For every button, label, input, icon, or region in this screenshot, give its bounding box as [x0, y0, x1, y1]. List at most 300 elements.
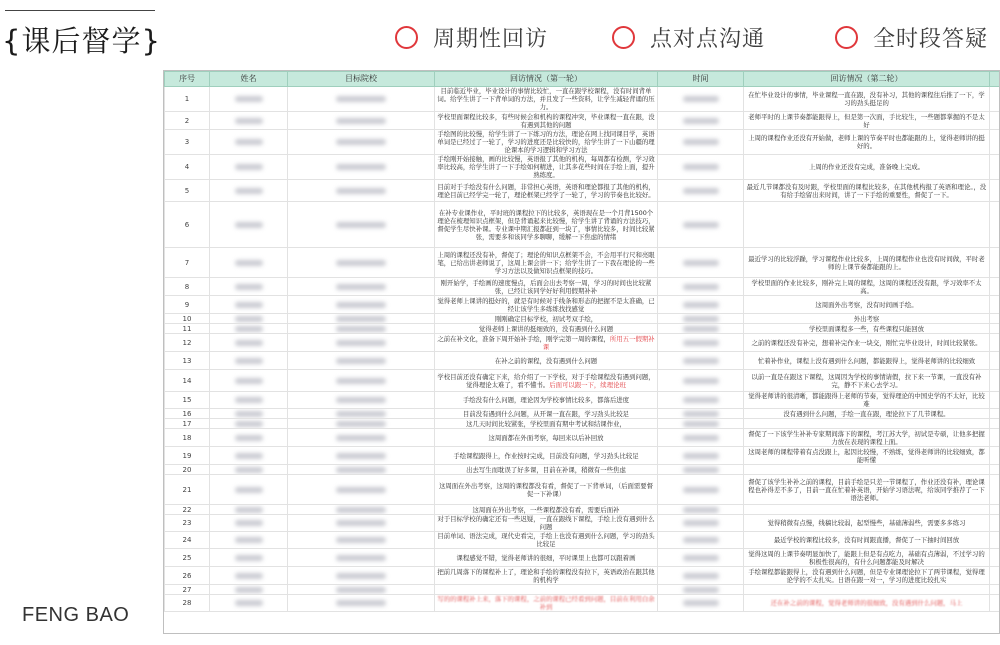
- visit-round1-text: 这周面在外出考察，一些课程都没有看，需要后面补: [472, 505, 620, 514]
- seq-cell: 15: [165, 392, 210, 409]
- redacted-bar: [683, 453, 719, 459]
- extra-cell: [990, 465, 1000, 475]
- seq-cell: 26: [165, 567, 210, 585]
- visit-round1-cell: [435, 549, 658, 567]
- visit-round2-text: 这周老师的课程带着有点没跟上，起因比较慢，不熟练，觉得老师讲的比较细致，都能听懂: [748, 447, 985, 464]
- visit-round1-cell: [435, 180, 658, 202]
- visit-round1-cell: [435, 278, 658, 296]
- visit-round1-text: 觉得老师上课讲的挺好的，就是有时候对于线条和形态的把握不是太准确，已经让该学生多练练找找感觉: [437, 296, 655, 313]
- visit-round1-cell: [435, 465, 658, 475]
- name-cell: [210, 409, 288, 419]
- target-school-cell: [288, 515, 435, 532]
- redacted-bar: [235, 421, 263, 427]
- redacted-bar: [683, 587, 719, 593]
- visit-round2-text: 最近学习的比较浮躁，学习课程作业比较多，上周的课程作业也没有时间做，平时老师的上课节奏都能跟的上。: [748, 254, 985, 271]
- redacted-bar: [336, 520, 386, 526]
- table-row: [165, 515, 1000, 532]
- visit-round1-text: 在补专业课作业，平时班的课程拉下的比较多，英语现在是一个月背1500个理论在梳理知识点框架，但是背诵起来比较慢，给学生讲了背诵的方法技巧，督促学生尽快补课。专业课中期汇报都赶到一块了，事情比较多，时间比较紧张，需要多和该同学多聊聊，缓解一下焦虑的情绪: [437, 208, 655, 241]
- visit-round1-cell: [435, 155, 658, 180]
- time-cell: [658, 352, 744, 370]
- table-row: [165, 549, 1000, 567]
- name-cell: [210, 248, 288, 278]
- target-school-cell: [288, 549, 435, 567]
- visit-round1-cell: [435, 409, 658, 419]
- redacted-bar: [235, 164, 263, 170]
- visit-round1-text: 目前对于手绘没有什么问题，非常担心英语，英语和理论都报了其他的机构，理论目前已经学完一轮了，理论框架已经学了一轮了，学习的节奏也比较好。: [437, 182, 655, 199]
- visit-round1-cell: [435, 475, 658, 505]
- visit-round1-text: 把前几周落下的课程补上了，理论和手绘的课程没有拉下，英语政治在跟其他的机构学: [437, 567, 655, 584]
- visit-round1-cell: [435, 130, 658, 155]
- visit-round1-cell: [435, 314, 658, 324]
- visit-round1-cell: [435, 334, 658, 352]
- redacted-bar: [683, 302, 719, 308]
- name-cell: [210, 130, 288, 155]
- visit-round1-text: 学校里面课程比较多，有些时候会和机构的课程冲突，毕业课程一直在跟，没有遇到其他的问题: [437, 112, 655, 129]
- target-school-cell: [288, 465, 435, 475]
- extra-cell: [990, 130, 1000, 155]
- feature-one-to-one: 点对点沟通: [612, 22, 765, 53]
- extra-cell: [990, 324, 1000, 334]
- visit-round2-text: 这周面外出考察，没有时间画手绘。: [815, 300, 918, 309]
- time-cell: [658, 419, 744, 429]
- redacted-bar: [336, 411, 386, 417]
- visit-round1-text: 觉得老师上课讲的挺细致的，没有遇到什么问题: [478, 324, 614, 333]
- target-school-cell: [288, 87, 435, 112]
- name-cell: [210, 278, 288, 296]
- time-cell: [658, 324, 744, 334]
- visit-round2-text: 觉得这周的上课节奏明显加快了，能跟上但是有点吃力，基础有点薄弱，不过学习的积极性很高的，有什么问题都能及时解决: [748, 549, 985, 566]
- extra-cell: [990, 155, 1000, 180]
- visit-round1-cell: [435, 352, 658, 370]
- time-cell: [658, 155, 744, 180]
- table-row: [165, 429, 1000, 447]
- followup-table: [164, 71, 1000, 612]
- table-row: [165, 465, 1000, 475]
- visit-round1-text: 目前没有遇到什么问题，从开课一直在跟，学习劲头比较足: [462, 409, 630, 418]
- visit-round1-cell: [435, 248, 658, 278]
- redacted-bar: [336, 326, 386, 332]
- seq-cell: 18: [165, 429, 210, 447]
- seq-cell: 19: [165, 447, 210, 465]
- redacted-bar: [336, 188, 386, 194]
- target-school-cell: [288, 314, 435, 324]
- name-cell: [210, 314, 288, 324]
- table-row: [165, 296, 1000, 314]
- visit-round2-text: 觉得稍微有点慢，线稿比较弱，起型慢些，基础薄弱些，需要多多练习: [767, 519, 966, 527]
- seq-cell: 20: [165, 465, 210, 475]
- extra-cell: [990, 352, 1000, 370]
- visit-round2-cell: [744, 447, 990, 465]
- redacted-bar: [336, 96, 386, 102]
- time-cell: [658, 465, 744, 475]
- seq-cell: 12: [165, 334, 210, 352]
- name-cell: [210, 567, 288, 585]
- table-row: [165, 352, 1000, 370]
- redacted-bar: [683, 164, 719, 170]
- name-cell: [210, 334, 288, 352]
- visit-round2-cell: [744, 515, 990, 532]
- visit-round2-cell: [744, 595, 990, 612]
- col-header-time: 时间: [658, 72, 744, 87]
- redacted-bar: [235, 222, 263, 228]
- seq-cell: 1: [165, 87, 210, 112]
- redacted-bar: [336, 421, 386, 427]
- visit-round2-cell: [744, 248, 990, 278]
- visit-round2-cell: [744, 370, 990, 392]
- time-cell: [658, 585, 744, 595]
- time-cell: [658, 334, 744, 352]
- time-cell: [658, 549, 744, 567]
- table-row: [165, 532, 1000, 549]
- visit-round1-cell: [435, 324, 658, 334]
- redacted-bar: [336, 507, 386, 513]
- time-cell: [658, 314, 744, 324]
- time-cell: [658, 296, 744, 314]
- seq-cell: 27: [165, 585, 210, 595]
- faded-text: 还在补之前的课程，觉得老师讲的很细致，没有遇到什么问题，马上: [770, 599, 963, 607]
- target-school-cell: [288, 130, 435, 155]
- time-cell: [658, 278, 744, 296]
- visit-round1-text: 目前单词、语法完成，现代史看完，手绘上也没有遇到什么问题，学习的劲头比较足: [437, 532, 655, 548]
- visit-round2-text: 督促了一下该学生补补专家期间落下的课程，考江苏大学，初试是专硕，让他多把握力放在表现的课程上面。: [748, 429, 985, 446]
- visit-round2-text: 手绘课程都能跟得上，没有遇到什么问题，但是专业课理论拉下了两节课程，觉得理论学的不太扎实。日语在跟一对一，学习的进度比较扎实: [748, 567, 985, 584]
- name-cell: [210, 465, 288, 475]
- feature-bar: [380, 22, 1000, 62]
- seq-cell: 13: [165, 352, 210, 370]
- target-school-cell: [288, 296, 435, 314]
- visit-round1-cell: [435, 532, 658, 549]
- visit-round2-text: 最近几节课都没有及时跟，学校里面的课程比较多，在其他机构报了英语和理论。，没有给手绘留出来时间，讲了一下手绘的重要性，督促了一下。: [746, 182, 987, 199]
- time-cell: [658, 505, 744, 515]
- visit-round1-text: 对于目标学校的确定还有一些迟疑，一直在跟线下课程，手绘上没有遇到什么问题: [437, 515, 655, 531]
- redacted-bar: [683, 96, 719, 102]
- visit-round2-cell: [744, 532, 990, 549]
- table-row: [165, 419, 1000, 429]
- highlight-note: 后面可以跟一下，续理论班: [549, 380, 626, 389]
- seq-cell: 22: [165, 505, 210, 515]
- redacted-bar: [235, 520, 263, 526]
- redacted-bar: [235, 378, 263, 384]
- redacted-bar: [336, 573, 386, 579]
- extra-cell: [990, 112, 1000, 130]
- visit-round1-text: 出去写生而耽误了好多课，目前在补课，稍微有一些焦虑: [466, 465, 626, 474]
- left-panel: [0, 0, 160, 645]
- name-cell: [210, 585, 288, 595]
- time-cell: [658, 112, 744, 130]
- visit-round1-cell: [435, 447, 658, 465]
- visit-round2-cell: [744, 409, 990, 419]
- redacted-bar: [336, 487, 386, 493]
- name-cell: [210, 324, 288, 334]
- visit-round1-text: 上周的课程还没有补，督促了；理论的知识点框架不会，不会用平行尺和亮眼笔，已给出讲老师说了，这周上课会讲一下；给学生讲了一下我在理论的一些学习方法以及做知识点框架的技巧。: [437, 250, 655, 275]
- redacted-bar: [235, 587, 263, 593]
- extra-cell: [990, 567, 1000, 585]
- visit-round2-cell: [744, 549, 990, 567]
- name-cell: [210, 419, 288, 429]
- redacted-bar: [336, 260, 386, 266]
- time-cell: [658, 409, 744, 419]
- redacted-bar: [683, 340, 719, 346]
- redacted-bar: [235, 188, 263, 194]
- target-school-cell: [288, 409, 435, 419]
- table-row: [165, 370, 1000, 392]
- extra-cell: [990, 87, 1000, 112]
- redacted-bar: [235, 139, 263, 145]
- target-school-cell: [288, 112, 435, 130]
- name-cell: [210, 392, 288, 409]
- redacted-bar: [336, 537, 386, 543]
- redacted-bar: [235, 487, 263, 493]
- redacted-bar: [336, 316, 386, 322]
- name-cell: [210, 352, 288, 370]
- name-cell: [210, 505, 288, 515]
- seq-cell: 21: [165, 475, 210, 505]
- redacted-bar: [683, 316, 719, 322]
- redacted-bar: [235, 507, 263, 513]
- redacted-bar: [683, 537, 719, 543]
- table-row: [165, 202, 1000, 248]
- col-header-visit-round2: 回访情况（第二轮）: [744, 72, 990, 87]
- visit-round1-cell: [435, 585, 658, 595]
- visit-round1-text: 在补之前的课程，没有遇到什么问题: [494, 356, 598, 365]
- redacted-bar: [235, 467, 263, 473]
- time-cell: [658, 202, 744, 248]
- target-school-cell: [288, 324, 435, 334]
- redacted-bar: [235, 573, 263, 579]
- target-school-cell: [288, 370, 435, 392]
- table-row: [165, 595, 1000, 612]
- visit-round1-text: 目前临近毕业，毕业设计的事情比较忙，一直在跟学校课程，没有时间背单词。给学生讲了一下背单词的方法，并且发了一些资料，让学生减轻背诵的压力。: [437, 87, 655, 111]
- visit-round2-cell: [744, 155, 990, 180]
- target-school-cell: [288, 352, 435, 370]
- seq-cell: 25: [165, 549, 210, 567]
- extra-cell: [990, 296, 1000, 314]
- redacted-bar: [683, 467, 719, 473]
- target-school-cell: [288, 248, 435, 278]
- name-cell: [210, 549, 288, 567]
- extra-cell: [990, 202, 1000, 248]
- seq-cell: 5: [165, 180, 210, 202]
- table-row: [165, 314, 1000, 324]
- col-header-extra: [990, 72, 1000, 87]
- time-cell: [658, 180, 744, 202]
- name-cell: [210, 447, 288, 465]
- table-row: [165, 87, 1000, 112]
- title-rule: [5, 10, 155, 11]
- redacted-bar: [336, 164, 386, 170]
- redacted-bar: [683, 507, 719, 513]
- seq-cell: 8: [165, 278, 210, 296]
- redacted-bar: [683, 555, 719, 561]
- table-row: [165, 334, 1000, 352]
- redacted-bar: [683, 188, 719, 194]
- extra-cell: [990, 549, 1000, 567]
- extra-cell: [990, 515, 1000, 532]
- visit-round2-text: 学校里面课程多一些，有些课程只能回放: [808, 324, 925, 333]
- redacted-bar: [235, 118, 263, 124]
- extra-cell: [990, 409, 1000, 419]
- extra-cell: [990, 595, 1000, 612]
- redacted-bar: [336, 118, 386, 124]
- redacted-bar: [235, 96, 263, 102]
- name-cell: [210, 296, 288, 314]
- visit-round2-text: 上周的课程作业还没有开始做，老师上课的节奏平时也都能跟的上，觉得老师讲的挺好的。: [748, 134, 985, 150]
- name-cell: [210, 429, 288, 447]
- followup-spreadsheet: [163, 70, 1000, 634]
- redacted-bar: [235, 600, 263, 606]
- visit-round2-cell: [744, 392, 990, 409]
- redacted-bar: [235, 453, 263, 459]
- visit-round2-text: 上周的作业还没有完成，准备晚上完成。: [808, 163, 925, 171]
- time-cell: [658, 392, 744, 409]
- seq-cell: 3: [165, 130, 210, 155]
- table-row: [165, 248, 1000, 278]
- section-title: {课后督学}: [2, 24, 161, 58]
- redacted-bar: [235, 358, 263, 364]
- visit-round2-text: 学校里面的作业比较多，刚补完上周的课程，这周的课程还没有跟，学习效率不太高。: [751, 278, 982, 295]
- table-row: [165, 112, 1000, 130]
- brand-label: FENG BAO: [22, 604, 130, 626]
- table-row: [165, 585, 1000, 595]
- visit-round2-cell: [744, 296, 990, 314]
- feature-all-day-qa: 全时段答疑: [835, 22, 988, 53]
- seq-cell: 17: [165, 419, 210, 429]
- visit-round1-text: 手绘课程跟得上，作业按时完成，目前没有问题，学习劲头比较足: [453, 451, 639, 460]
- visit-round2-cell: [744, 202, 990, 248]
- target-school-cell: [288, 155, 435, 180]
- redacted-bar: [235, 340, 263, 346]
- redacted-bar: [336, 453, 386, 459]
- table-row: [165, 409, 1000, 419]
- redacted-bar: [336, 555, 386, 561]
- visit-round2-text: 督促了该学生补补之前的课程，目前手绘是只差一节课程了，作业还没有补，理论课程也补得差不多了，目前一直在忙着补英语，开始学习语法呢，给该同学推荐了一下语法老师。: [748, 477, 985, 502]
- time-cell: [658, 595, 744, 612]
- redacted-bar: [683, 118, 719, 124]
- visit-round1-cell: [435, 515, 658, 532]
- visit-round2-cell: [744, 87, 990, 112]
- target-school-cell: [288, 202, 435, 248]
- visit-round2-text: 没有遇到什么问题，手绘一直在跟，理论拉下了几节课程。: [783, 409, 950, 418]
- table-body: [165, 87, 1000, 612]
- redacted-bar: [683, 139, 719, 145]
- extra-cell: [990, 370, 1000, 392]
- redacted-bar: [683, 435, 719, 441]
- visit-round1-cell: [435, 505, 658, 515]
- visit-round2-cell: [744, 334, 990, 352]
- extra-cell: [990, 429, 1000, 447]
- target-school-cell: [288, 567, 435, 585]
- visit-round1-cell: [435, 112, 658, 130]
- redacted-bar: [336, 587, 386, 593]
- redacted-bar: [235, 260, 263, 266]
- redacted-bar: [683, 260, 719, 266]
- visit-round2-cell: [744, 475, 990, 505]
- visit-round2-text: 以前一直是在跟这下课程，这周因为学校的事情请假，拉下来一节课，一直没有补完，静不下来心去学习。: [751, 372, 982, 389]
- redacted-bar: [683, 397, 719, 403]
- visit-round1-cell: [435, 296, 658, 314]
- target-school-cell: [288, 447, 435, 465]
- redacted-bar: [683, 378, 719, 384]
- name-cell: [210, 532, 288, 549]
- col-header-target-school: 目标院校: [288, 72, 435, 87]
- highlight-note: 所用五一假期补课: [542, 334, 655, 351]
- redacted-bar: [235, 435, 263, 441]
- redacted-bar: [336, 302, 386, 308]
- circle-icon: [395, 26, 418, 49]
- seq-cell: 9: [165, 296, 210, 314]
- visit-round2-cell: [744, 352, 990, 370]
- table-row: [165, 324, 1000, 334]
- target-school-cell: [288, 419, 435, 429]
- table-row: [165, 392, 1000, 409]
- target-school-cell: [288, 334, 435, 352]
- visit-round1-text: 手绘没有什么问题，理论因为学校事情比较多，都落后进度: [462, 396, 630, 404]
- extra-cell: [990, 505, 1000, 515]
- redacted-bar: [683, 222, 719, 228]
- redacted-bar: [235, 316, 263, 322]
- time-cell: [658, 515, 744, 532]
- visit-round2-cell: [744, 429, 990, 447]
- redacted-bar: [336, 378, 386, 384]
- target-school-cell: [288, 532, 435, 549]
- time-cell: [658, 429, 744, 447]
- extra-cell: [990, 447, 1000, 465]
- visit-round2-text: 在忙毕业设计的事情，毕业课程一直在跟，没有补习，其他的课程往后推了一下，学习的劲头挺足的: [748, 91, 985, 107]
- target-school-cell: [288, 595, 435, 612]
- redacted-bar: [683, 520, 719, 526]
- visit-round1-text: 这周面都在外面考察，每回来以后补回放: [488, 433, 604, 442]
- redacted-bar: [336, 397, 386, 403]
- col-header-visit-round1: 回访情况（第一轮）: [435, 72, 658, 87]
- redacted-bar: [683, 411, 719, 417]
- redacted-bar: [336, 222, 386, 228]
- name-cell: [210, 155, 288, 180]
- table-row: [165, 180, 1000, 202]
- visit-round2-cell: [744, 585, 990, 595]
- table-row: [165, 567, 1000, 585]
- redacted-bar: [683, 487, 719, 493]
- name-cell: [210, 475, 288, 505]
- visit-round2-text: 最近学校的课程比较多，没有时间跟直播，督促了一下抽时间回放: [773, 536, 960, 544]
- extra-cell: [990, 314, 1000, 324]
- extra-cell: [990, 248, 1000, 278]
- target-school-cell: [288, 505, 435, 515]
- redacted-bar: [336, 340, 386, 346]
- visit-round1-cell: [435, 392, 658, 409]
- extra-cell: [990, 475, 1000, 505]
- redacted-bar: [336, 467, 386, 473]
- visit-round2-cell: [744, 112, 990, 130]
- extra-cell: [990, 334, 1000, 352]
- visit-round2-cell: [744, 505, 990, 515]
- seq-cell: 7: [165, 248, 210, 278]
- visit-round2-cell: [744, 278, 990, 296]
- redacted-bar: [683, 421, 719, 427]
- visit-round1-text: 之前在补文化，准备下周开始补手绘，刚学完第一周的课程，: [437, 334, 610, 343]
- visit-round1-cell: [435, 87, 658, 112]
- extra-cell: [990, 585, 1000, 595]
- seq-cell: 24: [165, 532, 210, 549]
- table-row: [165, 447, 1000, 465]
- visit-round2-cell: [744, 130, 990, 155]
- extra-cell: [990, 278, 1000, 296]
- seq-cell: 10: [165, 314, 210, 324]
- extra-cell: [990, 392, 1000, 409]
- time-cell: [658, 87, 744, 112]
- seq-cell: 2: [165, 112, 210, 130]
- redacted-bar: [235, 284, 263, 290]
- redacted-bar: [683, 573, 719, 579]
